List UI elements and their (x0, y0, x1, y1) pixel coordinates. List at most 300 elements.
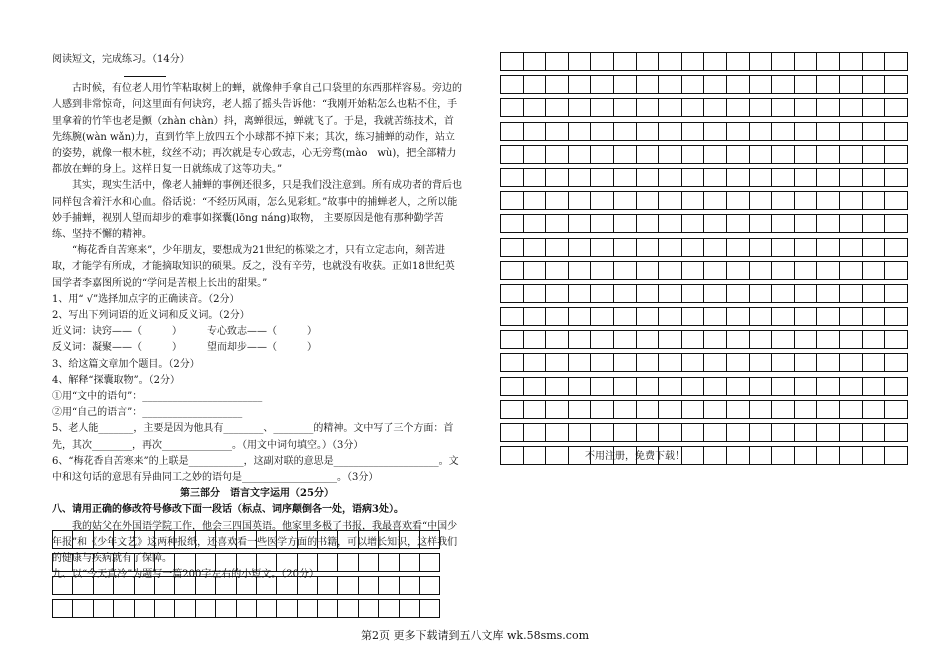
grid-cell[interactable] (73, 577, 93, 594)
grid-cell[interactable] (863, 308, 886, 325)
grid-cell[interactable] (524, 331, 547, 348)
grid-cell[interactable] (524, 354, 547, 371)
grid-cell[interactable] (614, 192, 637, 209)
grid-cell[interactable] (546, 424, 569, 441)
grid-cell[interactable] (501, 262, 524, 279)
grid-cell[interactable] (727, 192, 750, 209)
grid-cell[interactable] (704, 424, 727, 441)
grid-cell[interactable] (569, 378, 592, 395)
grid-cell[interactable] (318, 531, 338, 548)
grid-cell[interactable] (750, 424, 773, 441)
grid-cell[interactable] (750, 192, 773, 209)
grid-cell[interactable] (795, 308, 818, 325)
grid-cell[interactable] (501, 447, 524, 464)
grid-cell[interactable] (659, 401, 682, 418)
grid-cell[interactable] (501, 354, 524, 371)
grid-cell[interactable] (750, 262, 773, 279)
grid-cell[interactable] (591, 215, 614, 232)
grid-cell[interactable] (591, 169, 614, 186)
grid-cell[interactable] (682, 99, 705, 116)
grid-cell[interactable] (659, 331, 682, 348)
grid-cell[interactable] (659, 123, 682, 140)
grid-cell[interactable] (591, 146, 614, 163)
grid-cell[interactable] (524, 146, 547, 163)
grid-cell[interactable] (614, 354, 637, 371)
grid-cell[interactable] (524, 378, 547, 395)
grid-cell[interactable] (772, 53, 795, 70)
grid-cell[interactable] (216, 554, 236, 571)
grid-cell[interactable] (196, 531, 216, 548)
grid-cell[interactable] (863, 169, 886, 186)
grid-cell[interactable] (885, 285, 908, 302)
grid-cell[interactable] (817, 401, 840, 418)
grid-cell[interactable] (114, 531, 134, 548)
grid-cell[interactable] (359, 577, 379, 594)
grid-cell[interactable] (750, 401, 773, 418)
grid-cell[interactable] (338, 554, 358, 571)
grid-cell[interactable] (795, 285, 818, 302)
grid-cell[interactable] (704, 401, 727, 418)
grid-cell[interactable] (546, 146, 569, 163)
grid-cell[interactable] (795, 53, 818, 70)
grid-cell[interactable] (704, 354, 727, 371)
grid-cell[interactable] (501, 331, 524, 348)
grid-cell[interactable] (885, 331, 908, 348)
grid-cell[interactable] (795, 262, 818, 279)
grid-cell[interactable] (795, 123, 818, 140)
grid-cell[interactable] (727, 76, 750, 93)
grid-cell[interactable] (614, 169, 637, 186)
grid-cell[interactable] (591, 192, 614, 209)
grid-cell[interactable] (885, 76, 908, 93)
grid-cell[interactable] (546, 308, 569, 325)
grid-cell[interactable] (53, 531, 73, 548)
grid-cell[interactable] (795, 76, 818, 93)
grid-cell[interactable] (637, 331, 660, 348)
grid-cell[interactable] (772, 192, 795, 209)
grid-cell[interactable] (750, 215, 773, 232)
grid-cell[interactable] (840, 285, 863, 302)
grid-cell[interactable] (659, 169, 682, 186)
grid-cell[interactable] (704, 378, 727, 395)
grid-cell[interactable] (359, 600, 379, 617)
grid-cell[interactable] (257, 600, 277, 617)
grid-cell[interactable] (750, 53, 773, 70)
grid-cell[interactable] (591, 378, 614, 395)
grid-cell[interactable] (524, 447, 547, 464)
grid-cell[interactable] (379, 600, 399, 617)
grid-cell[interactable] (795, 378, 818, 395)
grid-cell[interactable] (682, 285, 705, 302)
grid-cell[interactable] (659, 424, 682, 441)
grid-cell[interactable] (682, 262, 705, 279)
grid-cell[interactable] (682, 215, 705, 232)
grid-cell[interactable] (591, 76, 614, 93)
grid-cell[interactable] (795, 401, 818, 418)
grid-cell[interactable] (772, 308, 795, 325)
grid-cell[interactable] (817, 169, 840, 186)
grid-cell[interactable] (569, 285, 592, 302)
grid-cell[interactable] (614, 146, 637, 163)
grid-cell[interactable] (614, 262, 637, 279)
grid-cell[interactable] (704, 99, 727, 116)
grid-cell[interactable] (750, 308, 773, 325)
grid-cell[interactable] (659, 146, 682, 163)
grid-cell[interactable] (772, 215, 795, 232)
grid-cell[interactable] (501, 424, 524, 441)
grid-cell[interactable] (379, 577, 399, 594)
grid-cell[interactable] (840, 192, 863, 209)
grid-cell[interactable] (727, 447, 750, 464)
grid-cell[interactable] (546, 331, 569, 348)
grid-cell[interactable] (772, 378, 795, 395)
grid-cell[interactable] (863, 146, 886, 163)
grid-cell[interactable] (840, 331, 863, 348)
grid-cell[interactable] (524, 424, 547, 441)
grid-cell[interactable] (614, 424, 637, 441)
grid-cell[interactable] (637, 308, 660, 325)
grid-cell[interactable] (863, 401, 886, 418)
grid-cell[interactable] (53, 554, 73, 571)
grid-cell[interactable] (637, 169, 660, 186)
grid-cell[interactable] (637, 123, 660, 140)
grid-cell[interactable] (840, 169, 863, 186)
grid-cell[interactable] (637, 215, 660, 232)
grid-cell[interactable] (750, 378, 773, 395)
grid-cell[interactable] (175, 554, 195, 571)
grid-cell[interactable] (817, 262, 840, 279)
grid-cell[interactable] (501, 378, 524, 395)
grid-cell[interactable] (659, 192, 682, 209)
grid-cell[interactable] (704, 192, 727, 209)
grid-cell[interactable] (216, 577, 236, 594)
grid-cell[interactable] (840, 53, 863, 70)
grid-cell[interactable] (420, 600, 440, 617)
grid-cell[interactable] (727, 169, 750, 186)
grid-cell[interactable] (863, 123, 886, 140)
grid-cell[interactable] (591, 331, 614, 348)
grid-cell[interactable] (840, 215, 863, 232)
grid-cell[interactable] (546, 378, 569, 395)
grid-cell[interactable] (53, 600, 73, 617)
grid-cell[interactable] (682, 308, 705, 325)
grid-cell[interactable] (795, 239, 818, 256)
grid-cell[interactable] (524, 53, 547, 70)
grid-cell[interactable] (704, 215, 727, 232)
grid-cell[interactable] (591, 401, 614, 418)
grid-cell[interactable] (546, 285, 569, 302)
grid-cell[interactable] (817, 53, 840, 70)
grid-cell[interactable] (524, 169, 547, 186)
grid-cell[interactable] (750, 447, 773, 464)
grid-cell[interactable] (614, 285, 637, 302)
grid-cell[interactable] (591, 354, 614, 371)
grid-cell[interactable] (750, 285, 773, 302)
grid-cell[interactable] (659, 99, 682, 116)
grid-cell[interactable] (569, 262, 592, 279)
grid-cell[interactable] (840, 354, 863, 371)
grid-cell[interactable] (885, 354, 908, 371)
grid-cell[interactable] (704, 331, 727, 348)
grid-cell[interactable] (772, 401, 795, 418)
writing-grid-left[interactable] (52, 530, 440, 622)
grid-cell[interactable] (704, 239, 727, 256)
grid-cell[interactable] (277, 577, 297, 594)
grid-cell[interactable] (863, 239, 886, 256)
grid-cell[interactable] (569, 354, 592, 371)
grid-cell[interactable] (114, 554, 134, 571)
grid-cell[interactable] (772, 262, 795, 279)
grid-cell[interactable] (524, 285, 547, 302)
grid-cell[interactable] (569, 99, 592, 116)
grid-cell[interactable] (659, 308, 682, 325)
grid-cell[interactable] (704, 262, 727, 279)
grid-cell[interactable] (614, 331, 637, 348)
grid-cell[interactable] (659, 378, 682, 395)
grid-cell[interactable] (359, 531, 379, 548)
grid-cell[interactable] (216, 531, 236, 548)
grid-cell[interactable] (885, 378, 908, 395)
grid-cell[interactable] (885, 146, 908, 163)
grid-cell[interactable] (94, 554, 114, 571)
grid-cell[interactable] (795, 424, 818, 441)
grid-cell[interactable] (682, 401, 705, 418)
grid-cell[interactable] (750, 76, 773, 93)
grid-cell[interactable] (400, 600, 420, 617)
grid-cell[interactable] (524, 192, 547, 209)
grid-cell[interactable] (682, 123, 705, 140)
grid-cell[interactable] (237, 577, 257, 594)
grid-cell[interactable] (546, 123, 569, 140)
grid-cell[interactable] (750, 123, 773, 140)
grid-cell[interactable] (840, 424, 863, 441)
grid-cell[interactable] (569, 239, 592, 256)
grid-cell[interactable] (216, 600, 236, 617)
grid-cell[interactable] (885, 424, 908, 441)
grid-cell[interactable] (750, 169, 773, 186)
grid-cell[interactable] (637, 192, 660, 209)
grid-cell[interactable] (682, 239, 705, 256)
grid-cell[interactable] (501, 146, 524, 163)
grid-cell[interactable] (524, 76, 547, 93)
grid-cell[interactable] (501, 239, 524, 256)
grid-cell[interactable] (546, 239, 569, 256)
grid-cell[interactable] (682, 192, 705, 209)
grid-cell[interactable] (73, 600, 93, 617)
grid-cell[interactable] (659, 53, 682, 70)
grid-cell[interactable] (772, 239, 795, 256)
grid-cell[interactable] (569, 53, 592, 70)
grid-cell[interactable] (885, 169, 908, 186)
grid-cell[interactable] (614, 123, 637, 140)
grid-cell[interactable] (727, 53, 750, 70)
grid-cell[interactable] (772, 424, 795, 441)
grid-cell[interactable] (863, 76, 886, 93)
grid-cell[interactable] (637, 99, 660, 116)
grid-cell[interactable] (817, 76, 840, 93)
grid-cell[interactable] (546, 215, 569, 232)
grid-cell[interactable] (400, 554, 420, 571)
grid-cell[interactable] (795, 331, 818, 348)
grid-cell[interactable] (569, 169, 592, 186)
grid-cell[interactable] (591, 262, 614, 279)
grid-cell[interactable] (379, 554, 399, 571)
grid-cell[interactable] (727, 354, 750, 371)
grid-cell[interactable] (546, 76, 569, 93)
grid-cell[interactable] (885, 99, 908, 116)
grid-cell[interactable] (659, 239, 682, 256)
grid-cell[interactable] (155, 600, 175, 617)
grid-cell[interactable] (817, 424, 840, 441)
grid-cell[interactable] (501, 99, 524, 116)
grid-cell[interactable] (637, 354, 660, 371)
grid-cell[interactable] (53, 577, 73, 594)
grid-cell[interactable] (795, 354, 818, 371)
grid-cell[interactable] (863, 99, 886, 116)
grid-cell[interactable] (569, 424, 592, 441)
grid-cell[interactable] (277, 554, 297, 571)
grid-cell[interactable] (795, 447, 818, 464)
grid-cell[interactable] (704, 285, 727, 302)
grid-cell[interactable] (840, 76, 863, 93)
grid-cell[interactable] (704, 169, 727, 186)
grid-cell[interactable] (135, 577, 155, 594)
grid-cell[interactable] (682, 354, 705, 371)
grid-cell[interactable] (569, 146, 592, 163)
grid-cell[interactable] (298, 531, 318, 548)
grid-cell[interactable] (772, 146, 795, 163)
grid-cell[interactable] (257, 577, 277, 594)
grid-cell[interactable] (524, 308, 547, 325)
grid-cell[interactable] (400, 577, 420, 594)
grid-cell[interactable] (237, 531, 257, 548)
grid-cell[interactable] (682, 76, 705, 93)
grid-cell[interactable] (614, 308, 637, 325)
grid-cell[interactable] (298, 600, 318, 617)
grid-cell[interactable] (591, 99, 614, 116)
grid-cell[interactable] (772, 99, 795, 116)
grid-cell[interactable] (682, 447, 705, 464)
grid-cell[interactable] (817, 192, 840, 209)
grid-cell[interactable] (885, 262, 908, 279)
grid-cell[interactable] (817, 308, 840, 325)
grid-cell[interactable] (704, 447, 727, 464)
grid-cell[interactable] (840, 447, 863, 464)
grid-cell[interactable] (546, 53, 569, 70)
grid-cell[interactable] (704, 53, 727, 70)
grid-cell[interactable] (94, 531, 114, 548)
grid-cell[interactable] (885, 192, 908, 209)
grid-cell[interactable] (885, 401, 908, 418)
grid-cell[interactable] (863, 424, 886, 441)
grid-cell[interactable] (524, 215, 547, 232)
grid-cell[interactable] (772, 354, 795, 371)
grid-cell[interactable] (750, 354, 773, 371)
grid-cell[interactable] (704, 146, 727, 163)
grid-cell[interactable] (546, 99, 569, 116)
grid-cell[interactable] (863, 285, 886, 302)
grid-cell[interactable] (727, 308, 750, 325)
grid-cell[interactable] (863, 215, 886, 232)
grid-cell[interactable] (885, 53, 908, 70)
grid-cell[interactable] (524, 262, 547, 279)
grid-cell[interactable] (524, 239, 547, 256)
grid-cell[interactable] (546, 354, 569, 371)
grid-cell[interactable] (682, 169, 705, 186)
grid-cell[interactable] (659, 262, 682, 279)
grid-cell[interactable] (772, 447, 795, 464)
grid-cell[interactable] (501, 215, 524, 232)
grid-cell[interactable] (420, 577, 440, 594)
grid-cell[interactable] (840, 146, 863, 163)
grid-cell[interactable] (795, 169, 818, 186)
grid-cell[interactable] (569, 331, 592, 348)
grid-cell[interactable] (885, 215, 908, 232)
grid-cell[interactable] (501, 123, 524, 140)
grid-cell[interactable] (817, 99, 840, 116)
grid-cell[interactable] (795, 146, 818, 163)
grid-cell[interactable] (237, 554, 257, 571)
grid-cell[interactable] (659, 76, 682, 93)
grid-cell[interactable] (795, 192, 818, 209)
grid-cell[interactable] (524, 123, 547, 140)
grid-cell[interactable] (546, 401, 569, 418)
grid-cell[interactable] (614, 76, 637, 93)
grid-cell[interactable] (379, 531, 399, 548)
grid-cell[interactable] (727, 331, 750, 348)
grid-cell[interactable] (614, 239, 637, 256)
grid-cell[interactable] (569, 215, 592, 232)
grid-cell[interactable] (400, 531, 420, 548)
grid-cell[interactable] (637, 76, 660, 93)
grid-cell[interactable] (727, 123, 750, 140)
grid-cell[interactable] (501, 169, 524, 186)
grid-cell[interactable] (175, 531, 195, 548)
grid-cell[interactable] (135, 554, 155, 571)
grid-cell[interactable] (704, 76, 727, 93)
grid-cell[interactable] (569, 76, 592, 93)
grid-cell[interactable] (817, 123, 840, 140)
grid-cell[interactable] (885, 239, 908, 256)
grid-cell[interactable] (840, 239, 863, 256)
grid-cell[interactable] (546, 262, 569, 279)
grid-cell[interactable] (727, 262, 750, 279)
grid-cell[interactable] (817, 239, 840, 256)
grid-cell[interactable] (817, 285, 840, 302)
grid-cell[interactable] (840, 308, 863, 325)
grid-cell[interactable] (501, 308, 524, 325)
grid-cell[interactable] (277, 600, 297, 617)
grid-cell[interactable] (155, 531, 175, 548)
grid-cell[interactable] (795, 215, 818, 232)
grid-cell[interactable] (614, 215, 637, 232)
grid-cell[interactable] (73, 531, 93, 548)
grid-cell[interactable] (546, 447, 569, 464)
grid-cell[interactable] (94, 577, 114, 594)
grid-cell[interactable] (659, 285, 682, 302)
grid-cell[interactable] (772, 123, 795, 140)
grid-cell[interactable] (298, 554, 318, 571)
grid-cell[interactable] (772, 331, 795, 348)
grid-cell[interactable] (885, 308, 908, 325)
grid-cell[interactable] (501, 192, 524, 209)
grid-cell[interactable] (591, 123, 614, 140)
grid-cell[interactable] (863, 354, 886, 371)
grid-cell[interactable] (727, 378, 750, 395)
grid-cell[interactable] (885, 123, 908, 140)
grid-cell[interactable] (637, 424, 660, 441)
grid-cell[interactable] (298, 577, 318, 594)
